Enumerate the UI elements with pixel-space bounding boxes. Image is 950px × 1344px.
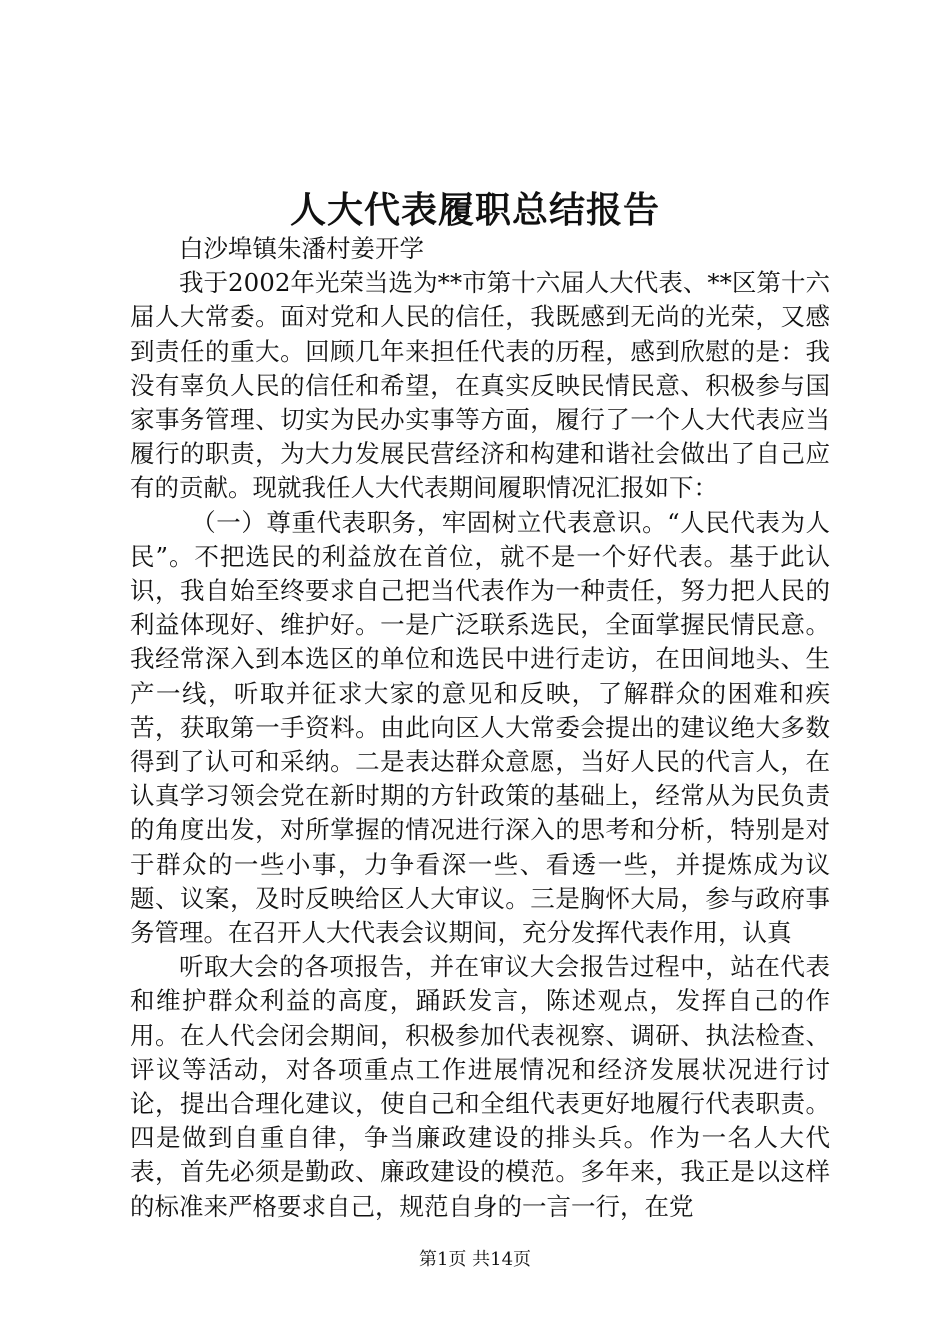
- document-title: 人大代表履职总结报告: [289, 189, 660, 231]
- page-footer: 第1页 共14页: [418, 1249, 532, 1270]
- body-paragraph-2: （一）尊重代表职务，牢固树立代表意识。“人民代表为人民”。不把选民的利益放在首位，就不是一个好代表。基于此认识，我自始至终要求自己把当代表作为一种责任，努力把人民的利益体现好、维护好。一是广泛联系选民，全面掌握民情民意。我经常深入到本选区的单位和选民中进行走访，在田间地头、生产一线，听取并征求大家的意见和反映，了解群众的困难和疾苦，获取第一手资料。由此向区人大常委会提出的建议绝大多数得到了认可和采纳。二是表达群众意愿，当好人民的代言人，在认真学习领会党在新时期的方针政策的基础上，经常从为民负责的角度出发，对所掌握的情况进行深入的思考和分析，特别是对于群众的一些小事，力争看深一些、看透一些，并提炼成为议题、议案，及时反映给区人大审议。三是胸怀大局，参与政府事务管理。在召开人大代表会议期间，充分发挥代表作用，认真: [130, 507, 830, 948]
- author-line: 白沙埠镇朱潘村姜开学: [179, 234, 424, 263]
- body-paragraph-1: 我于2002年光荣当选为**市第十六届人大代表、**区第十六届人大常委。面对党和人民的信任，我既感到无尚的光荣，又感到责任的重大。回顾几年来担任代表的历程，感到欣慰的是：我没有辜负人民的信任和希望，在真实反映民情民意、积极参与国家事务管理、切实为民办实事等方面，履行了一个人大代表应当履行的职责，为大力发展民营经济和构建和谐社会做出了自己应有的贡献。现就我任人大代表期间履职情况汇报如下：: [130, 268, 830, 503]
- document-body: [130, 232, 830, 1224]
- body-paragraph-3: 听取大会的各项报告，并在审议大会报告过程中，站在代表和维护群众利益的高度，踊跃发言，陈述观点，发挥自己的作用。在人代会闭会期间，积极参加代表视察、调研、执法检查、评议等活动，对各项重点工作进展情况和经济发展状况进行讨论，提出合理化建议，使自己和全组代表更好地履行代表职责。四是做到自重自律，争当廉政建设的排头兵。作为一名人大代表，首先必须是勤政、廉政建设的模范。多年来，我正是以这样的标准来严格要求自己，规范自身的一言一行，在党: [130, 952, 830, 1221]
